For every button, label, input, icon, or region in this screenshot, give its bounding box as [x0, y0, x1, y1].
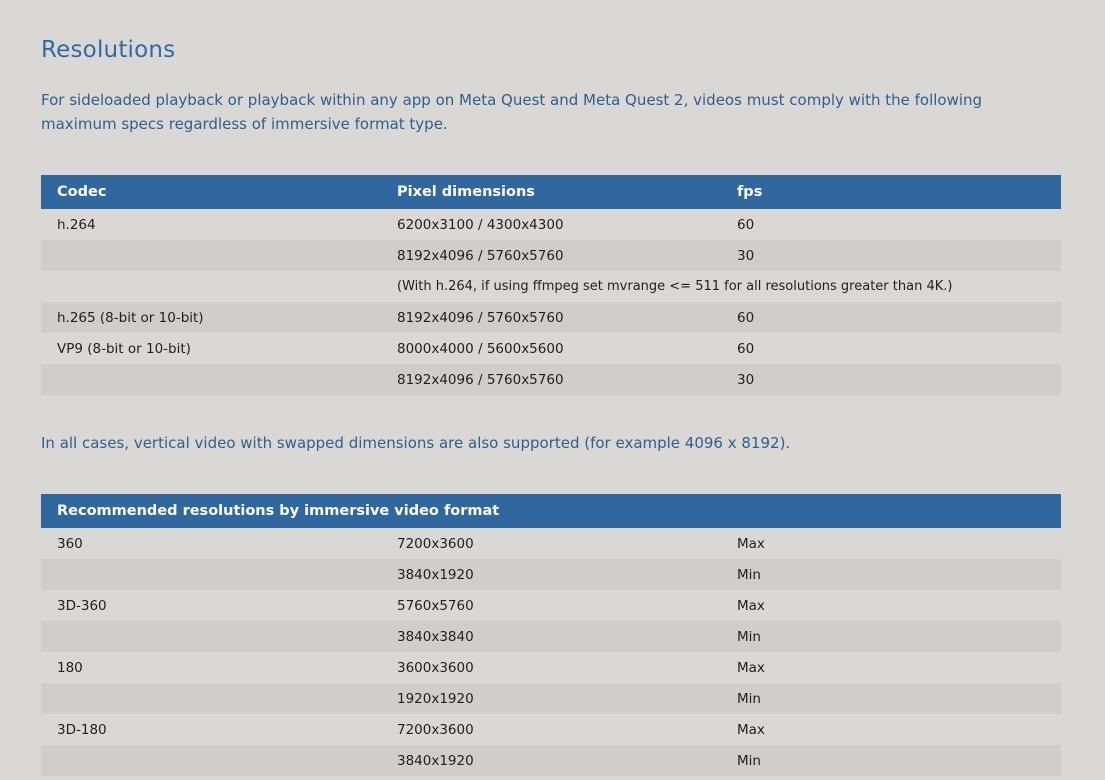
table-row — [41, 364, 1061, 395]
table-row — [41, 621, 1061, 652]
codec-cell — [41, 271, 381, 302]
resolution-cell: 3840x3840 — [381, 621, 721, 652]
codec-cell: h.264 — [41, 209, 381, 240]
pixel-dimensions-cell: 8000x4000 / 5600x5600 — [381, 333, 721, 364]
format-cell — [41, 745, 381, 776]
format-table-header-row — [41, 494, 1061, 528]
table-row — [41, 271, 1061, 302]
limit-cell: Max — [721, 652, 1061, 683]
pixel-dimensions-cell: 8192x4096 / 5760x5760 — [381, 302, 721, 333]
codec-cell: h.265 (8-bit or 10-bit) — [41, 302, 381, 333]
codec-column-header: Codec — [41, 175, 381, 209]
codec-table — [41, 175, 1061, 395]
resolution-cell: 3840x1920 — [381, 745, 721, 776]
limit-cell: Min — [721, 745, 1061, 776]
table-row — [41, 209, 1061, 240]
page-title: Resolutions — [41, 37, 176, 63]
fps-column-header: fps — [721, 175, 1061, 209]
table-row — [41, 652, 1061, 683]
format-cell: 360 — [41, 528, 381, 559]
format-cell — [41, 683, 381, 714]
fps-cell: 30 — [721, 364, 1061, 395]
fps-cell: 60 — [721, 333, 1061, 364]
table-row — [41, 745, 1061, 776]
resolution-cell: 7200x3600 — [381, 528, 721, 559]
table-row — [41, 683, 1061, 714]
limit-cell: Max — [721, 714, 1061, 745]
table-row — [41, 240, 1061, 271]
format-cell: 3D-180 — [41, 714, 381, 745]
table-row — [41, 559, 1061, 590]
format-cell: 180 — [41, 652, 381, 683]
pixel-dimensions-cell: 6200x3100 / 4300x4300 — [381, 209, 721, 240]
format-table-header: Recommended resolutions by immersive video format — [41, 494, 1061, 528]
fps-cell: 30 — [721, 240, 1061, 271]
limit-cell: Min — [721, 559, 1061, 590]
codec-cell — [41, 240, 381, 271]
table-row — [41, 590, 1061, 621]
limit-cell: Max — [721, 590, 1061, 621]
format-cell — [41, 621, 381, 652]
table-row — [41, 333, 1061, 364]
intro-paragraph: For sideloaded playback or playback within any app on Meta Quest and Meta Quest 2, videos must comply with the following maximum specs regardless of immersive format type. — [41, 91, 983, 133]
format-cell — [41, 559, 381, 590]
pixel-dimensions-cell: 8192x4096 / 5760x5760 — [381, 364, 721, 395]
format-cell: 3D-360 — [41, 590, 381, 621]
resolution-cell: 5760x5760 — [381, 590, 721, 621]
limit-cell: Max — [721, 528, 1061, 559]
table-row — [41, 528, 1061, 559]
fps-cell: 60 — [721, 302, 1061, 333]
table-row — [41, 714, 1061, 745]
ffmpeg-note-cell: (With h.264, if using ffmpeg set mvrange <= 511 for all resolutions greater than 4K.) — [381, 271, 1061, 302]
resolution-cell: 3600x3600 — [381, 652, 721, 683]
immersive-format-table — [41, 494, 1061, 776]
fps-cell: 60 — [721, 209, 1061, 240]
vertical-video-note: In all cases, vertical video with swapped dimensions are also supported (for example 4096 x 8192). — [41, 434, 791, 452]
limit-cell: Min — [721, 621, 1061, 652]
table-row — [41, 302, 1061, 333]
limit-cell: Min — [721, 683, 1061, 714]
resolution-cell: 7200x3600 — [381, 714, 721, 745]
codec-cell — [41, 364, 381, 395]
resolution-cell: 3840x1920 — [381, 559, 721, 590]
pixel-dimensions-column-header: Pixel dimensions — [381, 175, 721, 209]
codec-table-header-row — [41, 175, 1061, 209]
pixel-dimensions-cell: 8192x4096 / 5760x5760 — [381, 240, 721, 271]
resolution-cell: 1920x1920 — [381, 683, 721, 714]
codec-cell: VP9 (8-bit or 10-bit) — [41, 333, 381, 364]
